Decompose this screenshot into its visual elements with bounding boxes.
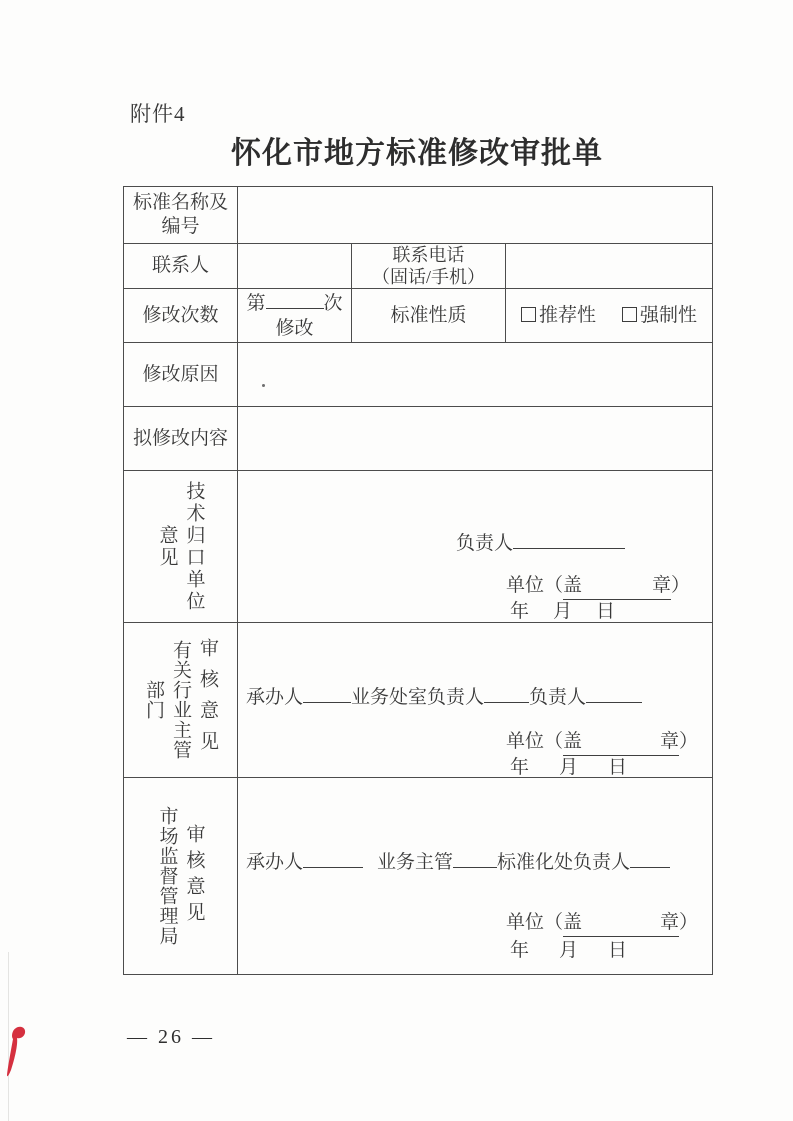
standard-name-value-cell [238, 187, 712, 244]
page-title: 怀化市地方标准修改审批单 [231, 137, 603, 170]
tech-opinion-cell [238, 471, 712, 623]
industry-dept-opinion-label: 部门 有关行业主管 审核意见 [124, 623, 238, 778]
market-opinion-cell [238, 778, 712, 974]
contact-label: 联系人 [124, 244, 238, 289]
nature-option-recommended: 推荐性 [521, 303, 596, 329]
seal-blank: 盖 章 [563, 573, 671, 600]
phone-label: 联系电话 （固话/手机） [352, 244, 506, 289]
attachment-label: 附件4 [130, 102, 186, 126]
date-line: 年 月 日 [510, 940, 628, 961]
tech-unit-opinion-label: 意见 技术归口单位 [124, 471, 238, 623]
market-bureau-opinion-label: 市场监督管理局 审核意见 [124, 778, 238, 974]
phone-value-cell [506, 244, 712, 289]
handler-signature-line: 承办人 业务主管 标准化处负责人 [246, 848, 670, 876]
red-ink-mark [4, 1024, 30, 1082]
nature-option-mandatory: 强制性 [622, 303, 697, 329]
reason-value-cell [238, 343, 712, 407]
principal-signature-line: 负责人 [456, 529, 625, 557]
modification-times-label: 修改次数 [124, 289, 238, 343]
page-number: — 26 — [127, 1026, 215, 1048]
reason-label: 修改原因 [124, 343, 238, 407]
unit-seal-line: 单位（盖 章） [506, 910, 698, 937]
nature-options-cell [506, 289, 712, 343]
unit-seal-line: 单位（盖 章） [506, 573, 690, 600]
unit-seal-line: 单位（盖 章） [506, 729, 698, 756]
principal-blank [513, 529, 625, 549]
date-line: 年 月 日 [510, 757, 628, 778]
checkbox-recommended-icon[interactable] [521, 307, 536, 322]
times-blank [266, 289, 324, 309]
times-blank-line: 第 次 [246, 289, 342, 317]
date-line: 年 月 日 [510, 601, 616, 622]
checkbox-mandatory-icon[interactable] [622, 307, 637, 322]
standard-nature-label: 标准性质 [352, 289, 506, 343]
seal-blank: 盖 章 [563, 729, 679, 756]
ink-dot-artifact [262, 384, 265, 387]
planned-content-value-cell [238, 407, 712, 471]
handler-signature-line: 承办人 业务处室负责人 负责人 [246, 683, 642, 711]
modification-times-value-cell: 第 次 修改 [238, 289, 352, 343]
seal-blank: 盖 章 [563, 910, 679, 937]
standard-name-label: 标准名称及 编号 [124, 187, 238, 244]
contact-value-cell [238, 244, 352, 289]
planned-content-label: 拟修改内容 [124, 407, 238, 471]
approval-form-table [123, 186, 713, 975]
industry-opinion-cell [238, 623, 712, 778]
